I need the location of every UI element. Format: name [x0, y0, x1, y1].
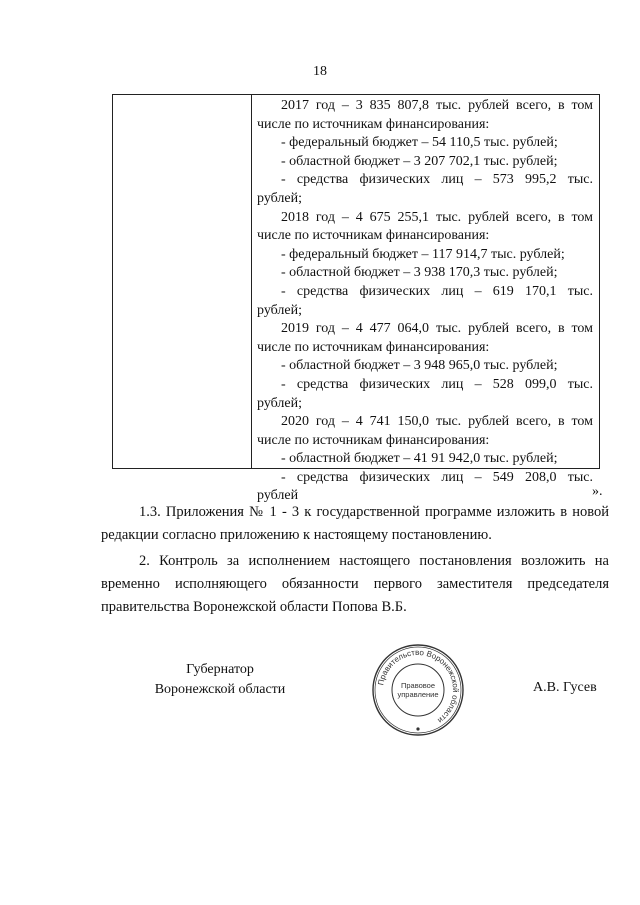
- paragraph-line: редакции согласно приложению к настоящему постановлению.: [101, 527, 492, 543]
- table-line: рублей;: [257, 395, 302, 411]
- table-line: 2019 год – 4 477 064,0 тыс. рублей всего, в том: [281, 321, 593, 337]
- signatory-title: [140, 660, 300, 700]
- table-line: - средства физических лиц – 549 208,0 тыс.: [281, 469, 593, 485]
- table-line: - средства физических лиц – 573 995,2 тыс.: [281, 172, 593, 188]
- table-line: - областной бюджет – 3 948 965,0 тыс. рублей;: [281, 358, 558, 374]
- table-line: 2020 год – 4 741 150,0 тыс. рублей всего, в том: [281, 414, 593, 430]
- table-line: рублей: [257, 488, 299, 504]
- paragraph-line: 2. Контроль за исполнением настоящего постановления возложить на: [139, 553, 609, 569]
- paragraph-1-3: [101, 501, 609, 547]
- financing-cell: [257, 97, 593, 506]
- stamp-center-line: Правовое: [400, 681, 436, 690]
- table-line: числе по источникам финансирования:: [257, 116, 490, 132]
- table-line: числе по источникам финансирования:: [257, 432, 490, 448]
- table-line: - областной бюджет – 3 207 702,1 тыс. рублей;: [281, 153, 558, 169]
- table-line: числе по источникам финансирования:: [257, 228, 490, 244]
- official-stamp: [371, 643, 465, 737]
- table-line: - федеральный бюджет – 54 110,5 тыс. рублей;: [281, 135, 558, 151]
- table-line: 2017 год – 3 835 807,8 тыс. рублей всего, в том: [281, 98, 593, 113]
- table-line: - средства физических лиц – 528 099,0 тыс.: [281, 376, 593, 392]
- financing-table: [112, 94, 600, 504]
- table-line: числе по источникам финансирования:: [257, 339, 490, 355]
- table-line: - областной бюджет – 3 938 170,3 тыс. рублей;: [281, 265, 558, 281]
- table-line: 2018 год – 4 675 255,1 тыс. рублей всего, в том: [281, 209, 593, 225]
- table-line: - федеральный бюджет – 117 914,7 тыс. рублей;: [281, 246, 565, 262]
- table-line: рублей;: [257, 190, 302, 206]
- table-column-divider: [251, 95, 252, 468]
- paragraph-line: временно исполняющего обязанности первого заместителя председателя: [101, 576, 609, 592]
- table-line: - средства физических лиц – 619 170,1 тыс.: [281, 283, 593, 299]
- page-number: 18: [313, 64, 327, 79]
- signatory-name: А.В. Гусев: [533, 680, 597, 695]
- paragraph-2: [101, 550, 609, 619]
- stamp-center-line: управление: [397, 690, 439, 699]
- signatory-title-line: Губернатор: [186, 662, 254, 677]
- closing-quote: ».: [592, 484, 603, 499]
- stamp-ring-text: Правительство Воронежской области: [376, 647, 461, 725]
- paragraph-line: правительства Воронежской области Попова В.Б.: [101, 599, 407, 615]
- stamp-dot-icon: [416, 727, 419, 730]
- table-line: рублей;: [257, 302, 302, 318]
- paragraph-line: 1.3. Приложения № 1 - 3 к государственной программе изложить в новой: [139, 504, 609, 520]
- table-line: - областной бюджет – 41 91 942,0 тыс. рублей;: [281, 451, 558, 467]
- signatory-title-line: Воронежской области: [154, 682, 286, 697]
